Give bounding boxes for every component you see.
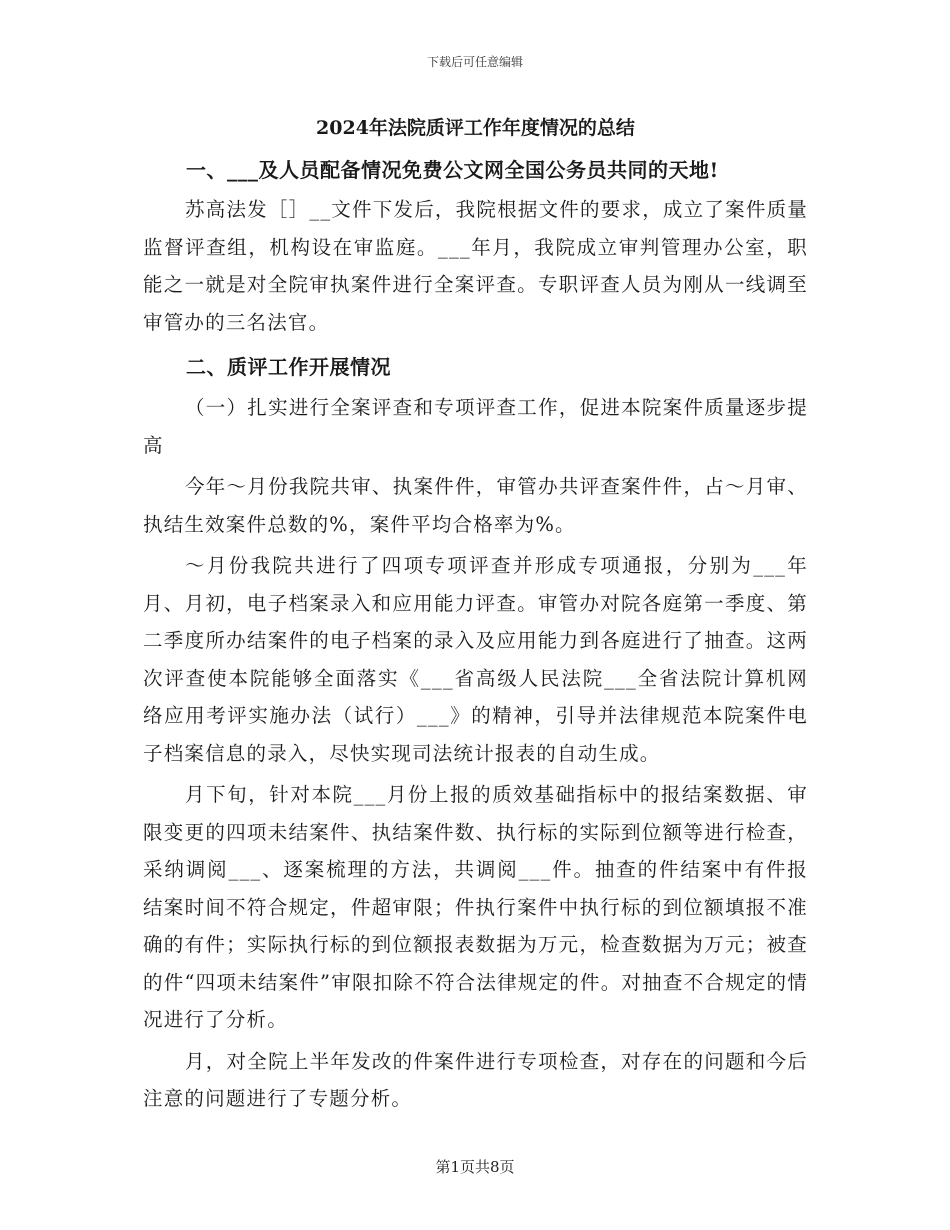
subsection-heading-1: （一）扎实进行全案评查和专项评查工作，促进本院案件质量逐步提高 bbox=[143, 396, 808, 457]
body-paragraph: 月下旬，针对本院___月份上报的质效基础指标中的报结案数据、审限变更的四项未结案件、执结案件数、执行标的实际到位额等进行检查，采纳调阅___、逐案梳理的方法，共调阅___件。抽查的件结案中有件报结案时间不符合规定，件超审限；件执行案件中执行标的到位额填报不准确的有件；实际执行标的到位额报表数据为万元，检查数据为万元；被查的件“四项未结案件”审限扣除不符合法律规定的件。对抽查不合规定的情况进行了分析。 bbox=[143, 783, 808, 1031]
document-body bbox=[143, 112, 808, 1118]
section-1-paragraph: 苏高法发［］__文件下发后，我院根据文件的要求，成立了案件质量监督评查组，机构设在审监庭。___年月，我院成立审判管理办公室，职能之一就是对全院审执案件进行全案评查。专职评查人员为刚从一线调至审管办的三名法官。 bbox=[143, 198, 808, 334]
header-note: 下载后可任意编辑 bbox=[426, 55, 523, 69]
body-paragraph: 今年～月份我院共审、执案件件，审管办共评查案件件，占～月审、执结生效案件总数的%，案件平均合格率为%。 bbox=[143, 475, 808, 536]
body-paragraph: 月，对全院上半年发改的件案件进行专项检查，对存在的问题和今后注意的问题进行了专题分析。 bbox=[143, 1049, 808, 1110]
section-heading-1: 一、___及人员配备情况免费公文网全国公务员共同的天地! bbox=[186, 158, 719, 182]
page-indicator: 第1页共8页 bbox=[435, 1158, 515, 1176]
section-heading-2: 二、质评工作开展情况 bbox=[186, 355, 391, 379]
document-title: 2024年法院质评工作年度情况的总结 bbox=[316, 117, 635, 139]
body-paragraph: ～月份我院共进行了四项专项评查并形成专项通报，分别为___年月、月初，电子档案录入和应用能力评查。审管办对院各庭第一季度、第二季度所办结案件的电子档案的录入及应用能力到各庭进行了抽查。这两次评查使本院能够全面落实《___省高级人民法院___全省法院计算机网络应用考评实施办法（试行）___》的精神，引导并法律规范本院案件电子档案信息的录入，尽快实现司法统计报表的自动生成。 bbox=[143, 554, 808, 765]
